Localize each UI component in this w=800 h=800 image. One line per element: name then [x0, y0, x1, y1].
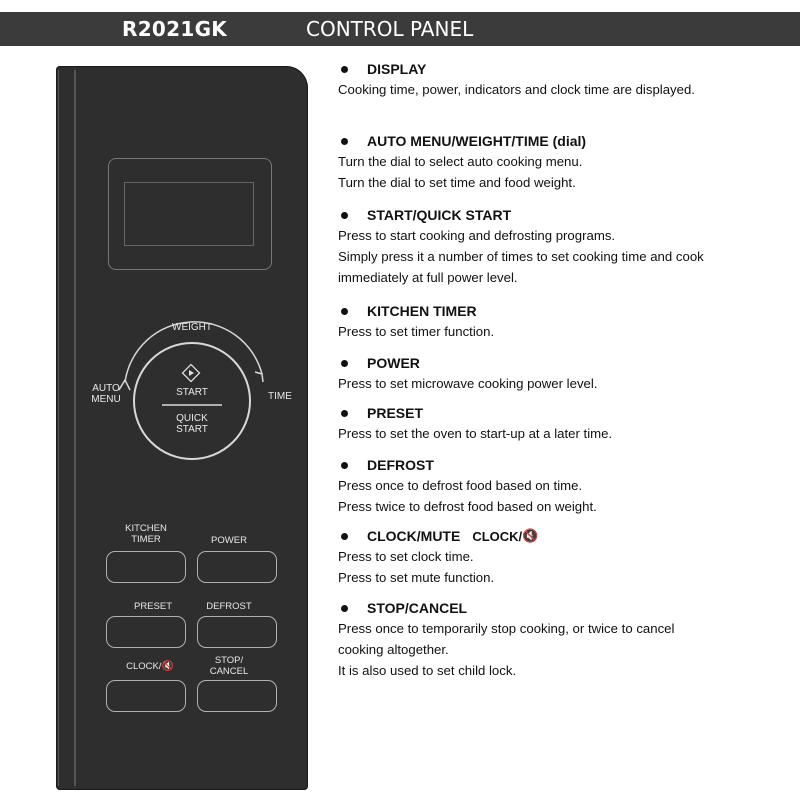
- clock-mute-button[interactable]: [106, 680, 186, 712]
- desc-line: Press to set clock time.: [338, 549, 474, 564]
- desc-line: Press to set timer function.: [338, 324, 495, 339]
- bullet-icon: [341, 410, 348, 417]
- dial-label-weight: WEIGHT: [172, 322, 212, 333]
- power-button[interactable]: [197, 551, 277, 583]
- desc-title: START/QUICK START: [367, 207, 512, 223]
- desc-display: [338, 60, 718, 100]
- power-label: POWER: [211, 535, 247, 546]
- dial-label-auto: AUTO: [92, 383, 120, 394]
- desc-clock-mute: [338, 527, 718, 588]
- dial-label-auto-menu: [84, 383, 128, 405]
- desc-line: Turn the dial to select auto cooking menu.: [338, 154, 583, 169]
- desc-line: Press to set mute function.: [338, 570, 495, 585]
- desc-line: Turn the dial to set time and food weight.: [338, 175, 576, 190]
- stop-label: STOP/: [214, 655, 244, 666]
- desc-title: STOP/CANCEL: [367, 600, 468, 616]
- quick-label: QUICK: [176, 413, 208, 424]
- desc-title: AUTO MENU/WEIGHT/TIME (dial): [367, 133, 587, 149]
- bullet-icon: [341, 533, 348, 540]
- desc-line: Press to set the oven to start-up at a later time.: [338, 426, 613, 441]
- desc-line: Press twice to defrost food based on weight.: [338, 499, 597, 514]
- bullet-icon: [341, 308, 348, 315]
- desc-title: PRESET: [367, 405, 424, 421]
- clock-label: CLOCK/: [126, 661, 162, 672]
- model-number: R2021GK: [122, 17, 228, 41]
- desc-line: Cooking time, power, indicators and clock time are displayed.: [338, 82, 695, 97]
- bullet-icon: [341, 212, 348, 219]
- dial-arc-right-arrow: [255, 372, 263, 382]
- desc-title: KITCHEN TIMER: [367, 303, 477, 319]
- stop-cancel-label: [184, 655, 274, 677]
- preset-button[interactable]: [106, 616, 186, 648]
- kitchen-timer-label: [101, 523, 191, 545]
- clock-inline-label: CLOCK/: [472, 528, 523, 544]
- desc-line: Simply press it a number of times to set cooking time and cook immediately at full power level.: [338, 249, 704, 285]
- desc-line: Press once to temporarily stop cooking, or twice to cancel cooking altogether.: [338, 621, 675, 657]
- desc-title: DISPLAY: [367, 61, 427, 77]
- preset-label: PRESET: [133, 601, 172, 612]
- page-title: CONTROL PANEL: [306, 17, 474, 41]
- dial-label-menu: MENU: [91, 394, 121, 405]
- stop-cancel-button[interactable]: [197, 680, 277, 712]
- dial-knob: [134, 343, 250, 459]
- timer-label: TIMER: [131, 534, 161, 545]
- quick-start-label: START: [176, 424, 208, 435]
- kitchen-timer-button[interactable]: [106, 551, 186, 583]
- mute-icon: 🔇: [522, 528, 539, 543]
- cancel-label: CANCEL: [209, 666, 249, 677]
- desc-title: CLOCK/MUTE: [367, 528, 461, 544]
- desc-line: Press to start cooking and defrosting programs.: [338, 228, 616, 243]
- desc-kitchen-timer: [338, 302, 718, 342]
- quick-start-button-label[interactable]: [170, 413, 214, 435]
- bullet-icon: [341, 138, 348, 145]
- dial-label-time: TIME: [268, 391, 292, 402]
- desc-title: DEFROST: [367, 457, 434, 473]
- desc-line: It is also used to set child lock.: [338, 663, 517, 678]
- bullet-icon: [341, 360, 348, 367]
- desc-title: POWER: [367, 355, 420, 371]
- defrost-label: DEFROST: [206, 601, 252, 612]
- desc-line: Press to set microwave cooking power level.: [338, 376, 598, 391]
- clock-mute-label: [105, 661, 195, 672]
- bullet-icon: [341, 66, 348, 73]
- desc-preset: [338, 404, 718, 444]
- desc-auto-menu: [338, 132, 718, 193]
- bullet-icon: [341, 462, 348, 469]
- bullet-icon: [341, 605, 348, 612]
- display-screen: [124, 182, 254, 246]
- defrost-button[interactable]: [197, 616, 277, 648]
- desc-line: Press once to defrost food based on time.: [338, 478, 583, 493]
- mute-icon: 🔇: [161, 661, 174, 672]
- kitchen-label: KITCHEN: [125, 523, 167, 534]
- start-button-label[interactable]: START: [176, 387, 208, 398]
- header-bar: [0, 12, 800, 46]
- desc-stop-cancel: [338, 599, 718, 681]
- desc-power: [338, 354, 718, 394]
- desc-start: [338, 206, 718, 288]
- desc-defrost: [338, 456, 718, 517]
